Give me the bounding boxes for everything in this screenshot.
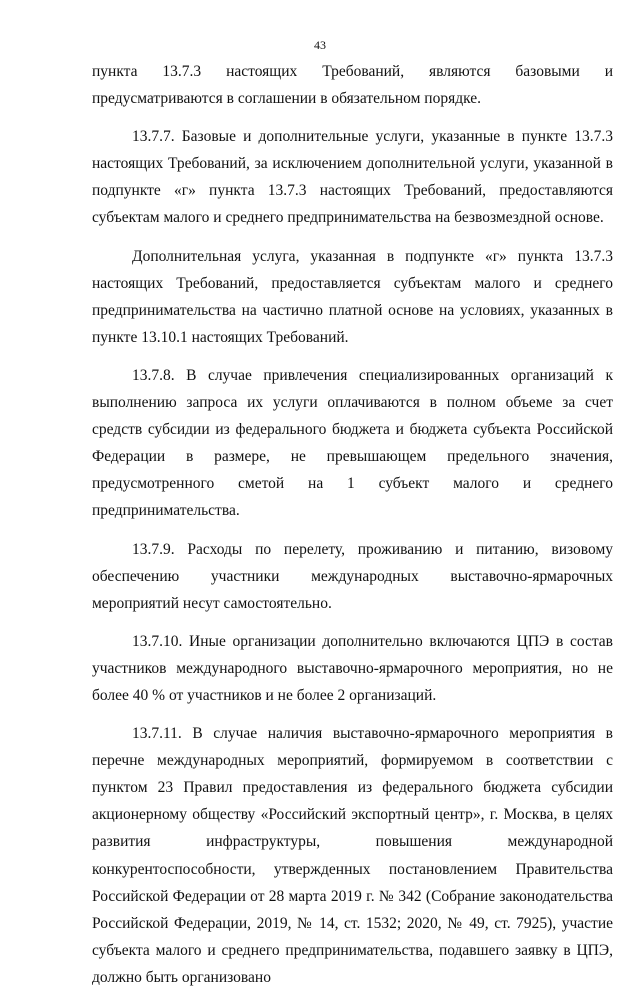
paragraph: 13.7.9. Расходы по перелету, проживанию и питанию, визовому обеспечению участники международных выставочно-ярмарочных мероприятий несут самостоятельно. [92,540,613,612]
paragraph: 13.7.10. Иные организации дополнительно включаются ЦПЭ в состав участников международного выставочно-ярмарочного мероприятия, но не более 40 % от участников и не более 2 организаций. [92,632,613,704]
paragraph: Дополнительная услуга, указанная в подпункте «г» пункта 13.7.3 настоящих Требований, предоставляется субъектам малого и среднего предпринимательства на частично платной основе на условиях, указанных в пункте 13.10.1 настоящих Требований. [92,247,613,346]
paragraph: 13.7.11. В случае наличия выставочно-ярмарочного мероприятия в перечне международных мероприятий, формируемом в соответствии с пунктом 23 Правил предоставления из федерального бюджета субсидии акционерному обществу «Российский экспортный центр», г. Москва, в целях развития инфраструктуры, повышения международной конкурентоспособности, утвержденных постановлением Правительства Российской Федерации от 28 марта 2019 г. № 342 (Собрание законодательства Российской Федерации, 2019, № 14, ст. 1532; 2020, № 49, ст. 7925), участие субъекта малого и среднего предпринимательства, подавшего заявку в ЦПЭ, должно быть организовано [92,725,613,986]
document-body [92,58,613,1002]
page-number: 43 [314,38,326,52]
paragraph: 13.7.7. Базовые и дополнительные услуги, указанные в пункте 13.7.3 настоящих Требований, за исключением дополнительной услуги, указанной в подпункте «г» пункта 13.7.3 настоящих Требований, предоставляются субъектам малого и среднего предпринимательства на безвозмездной основе. [92,128,613,227]
paragraph: пункта 13.7.3 настоящих Требований, являются базовыми и предусматриваются в соглашении в обязательном порядке. [92,63,613,108]
paragraph: 13.7.8. В случае привлечения специализированных организаций к выполнению запроса их услуги оплачиваются в полном объеме за счет средств субсидии из федерального бюджета и бюджета субъекта Российской Федерации в размере, не превышающем предельного значения, предусмотренного сметой на 1 субъект малого и среднего предпринимательства. [92,366,613,520]
